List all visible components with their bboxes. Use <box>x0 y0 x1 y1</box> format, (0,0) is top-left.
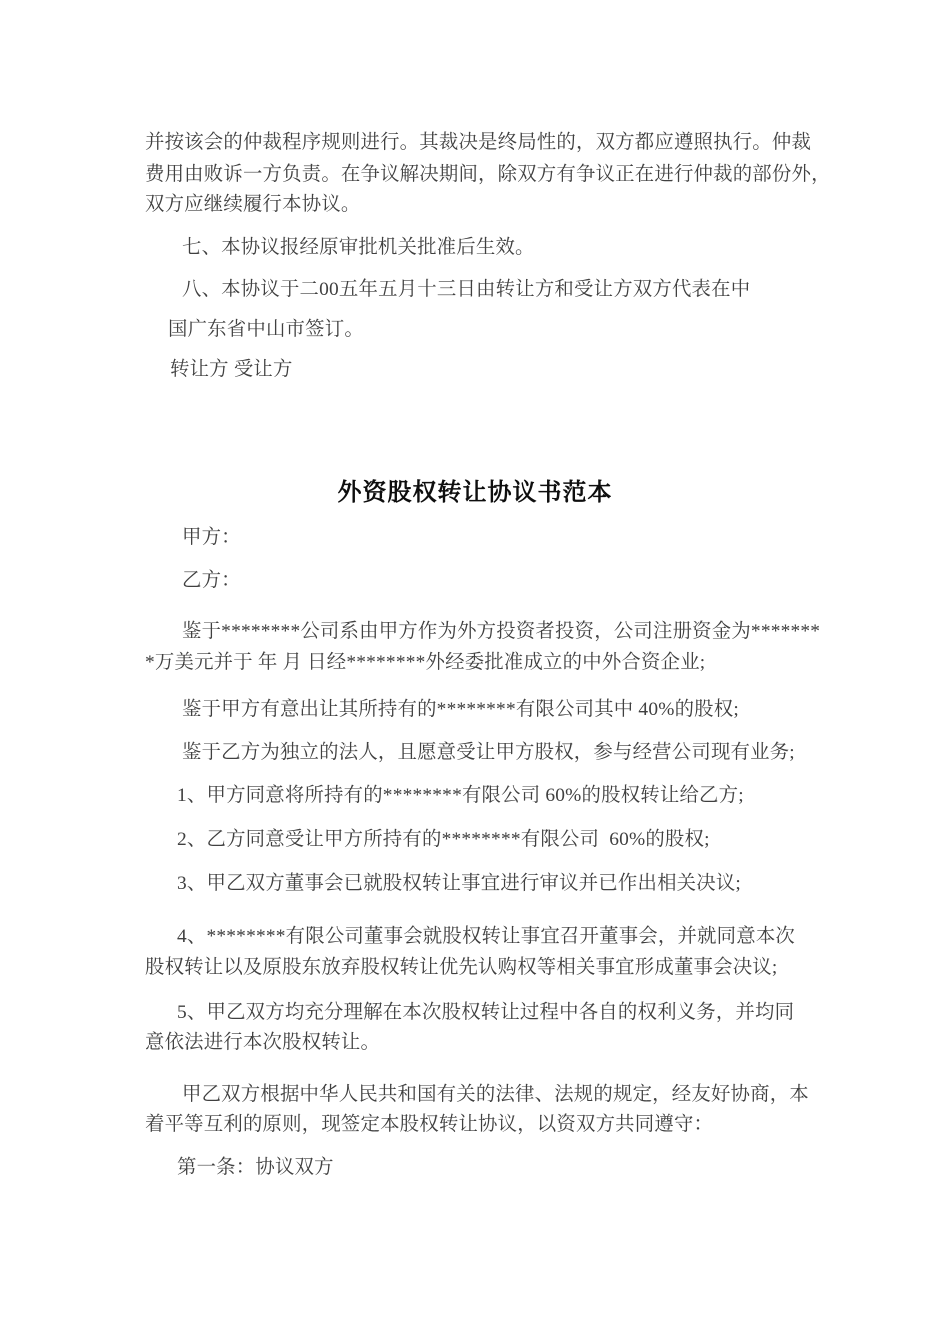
document-line: 双方应继续履行本协议。 <box>145 194 361 215</box>
document-line: 意依法进行本次股权转让。 <box>145 1032 381 1053</box>
document-line: 费用由败诉一方负责。在争议解决期间，除双方有争议正在进行仲裁的部份外， <box>145 164 831 185</box>
document-line: 国广东省中山市签订。 <box>168 319 364 340</box>
document-line: 鉴于********公司系由甲方作为外方投资者投资，公司注册资金为******* <box>182 621 821 642</box>
document-line: 3、甲乙双方董事会已就股权转让事宜进行审议并已作出相关决议; <box>177 873 742 894</box>
document-line: 七、本协议报经原审批机关批准后生效。 <box>182 237 535 258</box>
document-line: 5、甲乙双方均充分理解在本次股权转让过程中各自的权利义务，并均同 <box>177 1002 795 1023</box>
document-line: 乙方： <box>182 570 241 591</box>
document-line: *万美元并于 年 月 日经********外经委批准成立的中外合资企业; <box>145 652 706 673</box>
document-line: 第一条：协议双方 <box>177 1157 334 1178</box>
document-line: 鉴于乙方为独立的法人，且愿意受让甲方股权，参与经营公司现有业务; <box>182 742 795 763</box>
document-line: 八、本协议于二00五年五月十三日由转让方和受让方双方代表在中 <box>182 279 751 300</box>
document-title: 外资股权转让协议书范本 <box>337 480 613 506</box>
document-line: 2、乙方同意受让甲方所持有的********有限公司 60%的股权; <box>177 829 710 850</box>
document-line: 着平等互利的原则，现签定本股权转让协议，以资双方共同遵守： <box>145 1114 714 1135</box>
document-line: 股权转让以及原股东放弃股权转让优先认购权等相关事宜形成董事会决议; <box>145 957 778 978</box>
document-line: 4、********有限公司董事会就股权转让事宜召开董事会，并就同意本次 <box>177 926 796 947</box>
document-line: 1、甲方同意将所持有的********有限公司 60%的股权转让给乙方; <box>177 785 744 806</box>
document-line: 转让方 受让方 <box>170 359 293 380</box>
document-line: 甲乙双方根据中华人民共和国有关的法律、法规的规定，经友好协商，本 <box>182 1084 809 1105</box>
document-line: 甲方： <box>182 527 241 548</box>
document-line: 并按该会的仲裁程序规则进行。其裁决是终局性的，双方都应遵照执行。仲裁 <box>145 132 812 153</box>
document-line: 鉴于甲方有意出让其所持有的********有限公司其中 40%的股权; <box>182 699 739 720</box>
